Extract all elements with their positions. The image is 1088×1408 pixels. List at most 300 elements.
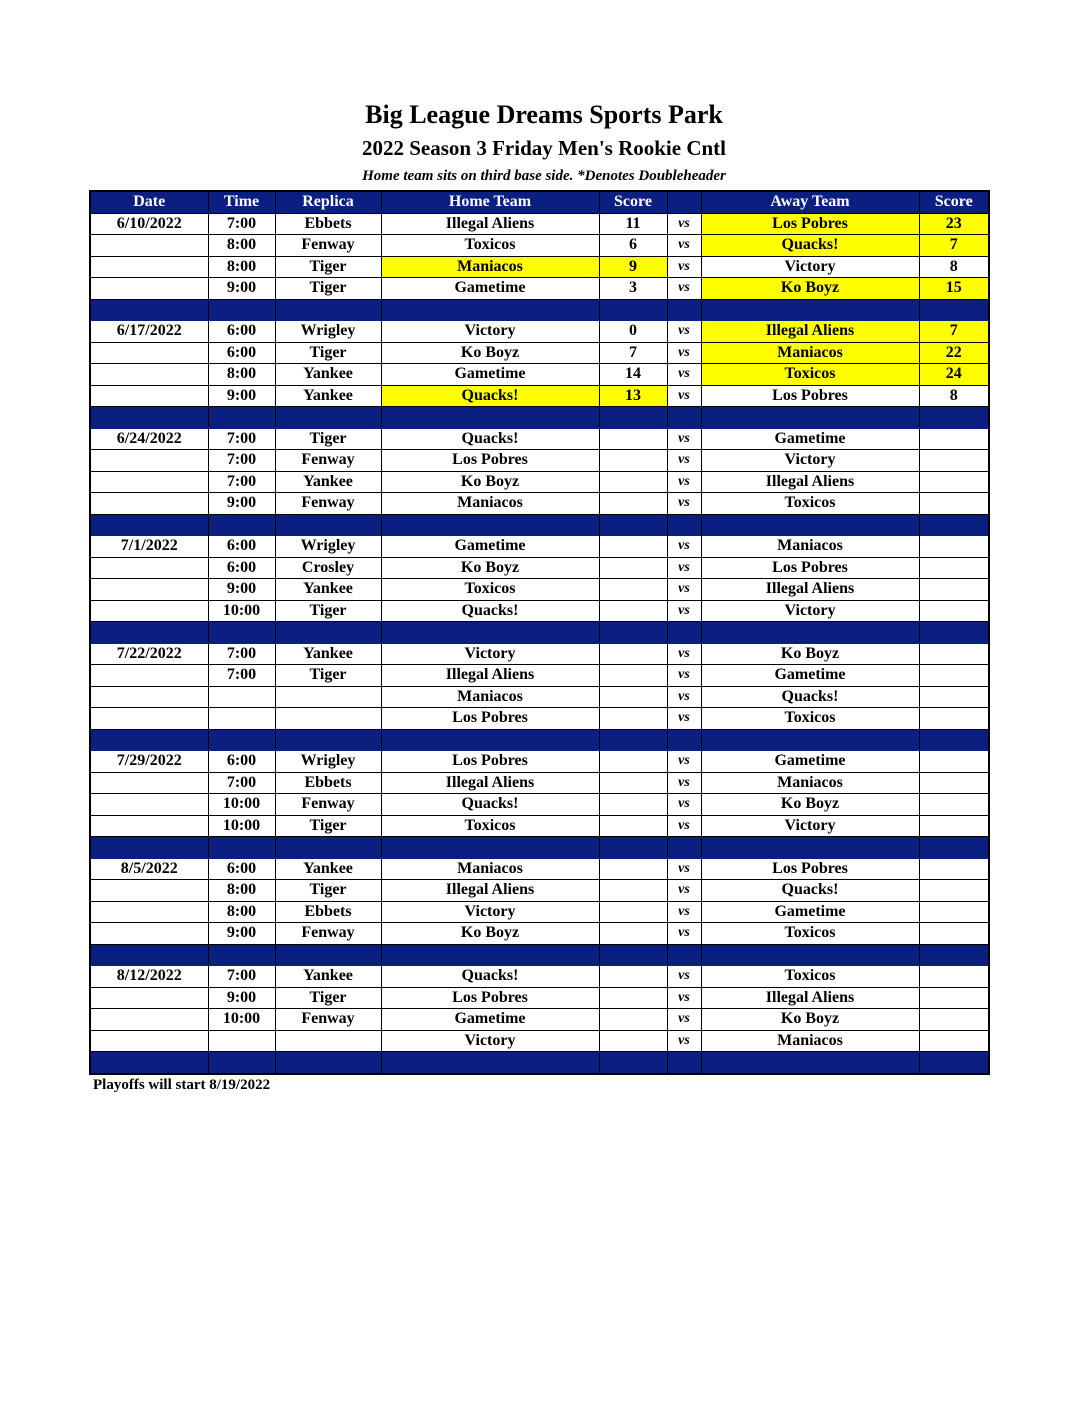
game-time [208,686,275,708]
away-team: Maniacos [701,1030,919,1052]
game-replica: Yankee [275,858,381,880]
separator-cell [667,407,701,429]
separator-cell [90,407,208,429]
game-row [90,600,989,622]
page-title: Big League Dreams Sports Park [365,100,723,129]
game-time: 9:00 [208,385,275,407]
game-row [90,794,989,816]
game-time: 8:00 [208,256,275,278]
game-date: 6/10/2022 [90,213,208,235]
game-time [208,1030,275,1052]
game-replica: Fenway [275,493,381,515]
away-score: 8 [919,256,989,278]
game-row [90,385,989,407]
game-row [90,966,989,988]
week-separator [90,1052,989,1074]
home-score [599,536,667,558]
separator-cell [599,514,667,536]
away-score [919,901,989,923]
game-row [90,858,989,880]
away-score [919,450,989,472]
vs-label: vs [667,1030,701,1052]
game-replica: Fenway [275,1009,381,1031]
game-replica: Yankee [275,966,381,988]
away-score [919,815,989,837]
home-score: 11 [599,213,667,235]
away-team: Gametime [701,901,919,923]
vs-label: vs [667,686,701,708]
separator-cell [90,837,208,859]
game-row [90,708,989,730]
home-team: Victory [381,643,599,665]
home-team: Quacks! [381,794,599,816]
home-team: Los Pobres [381,987,599,1009]
vs-label: vs [667,708,701,730]
game-replica: Crosley [275,557,381,579]
separator-cell [208,729,275,751]
col-header-away-score: Score [919,191,989,213]
separator-cell [381,299,599,321]
game-replica: Tiger [275,256,381,278]
away-score: 23 [919,213,989,235]
col-header-time: Time [208,191,275,213]
game-row [90,450,989,472]
separator-cell [667,1052,701,1074]
game-time: 7:00 [208,428,275,450]
week-separator [90,622,989,644]
away-score: 7 [919,321,989,343]
game-time: 7:00 [208,471,275,493]
away-team: Victory [701,600,919,622]
away-score [919,708,989,730]
home-score [599,686,667,708]
home-team: Gametime [381,278,599,300]
separator-cell [701,729,919,751]
game-replica: Yankee [275,385,381,407]
separator-cell [701,514,919,536]
game-time: 10:00 [208,815,275,837]
separator-cell [90,729,208,751]
away-score [919,686,989,708]
game-row [90,321,989,343]
game-date [90,987,208,1009]
separator-cell [381,407,599,429]
vs-label: vs [667,342,701,364]
away-score [919,1009,989,1031]
home-score [599,557,667,579]
game-row [90,923,989,945]
home-score: 3 [599,278,667,300]
separator-cell [701,837,919,859]
away-score [919,772,989,794]
separator-cell [275,944,381,966]
away-team: Los Pobres [701,213,919,235]
game-date: 7/29/2022 [90,751,208,773]
away-team: Illegal Aliens [701,987,919,1009]
game-time: 7:00 [208,772,275,794]
home-score: 7 [599,342,667,364]
game-date [90,600,208,622]
game-replica [275,686,381,708]
away-score [919,665,989,687]
game-row [90,815,989,837]
game-date [90,901,208,923]
separator-cell [599,407,667,429]
schedule-body [90,213,989,1074]
home-score [599,751,667,773]
away-score [919,428,989,450]
game-date [90,665,208,687]
away-score [919,858,989,880]
away-team: Illegal Aliens [701,321,919,343]
vs-label: vs [667,450,701,472]
game-replica: Tiger [275,880,381,902]
away-team: Ko Boyz [701,1009,919,1031]
separator-cell [275,837,381,859]
separator-cell [701,622,919,644]
game-date [90,708,208,730]
vs-label: vs [667,901,701,923]
separator-cell [701,944,919,966]
away-score [919,471,989,493]
game-replica: Tiger [275,342,381,364]
game-time: 7:00 [208,966,275,988]
game-replica: Yankee [275,579,381,601]
week-separator [90,837,989,859]
game-time: 6:00 [208,751,275,773]
home-team: Ko Boyz [381,923,599,945]
game-replica: Ebbets [275,213,381,235]
away-score: 24 [919,364,989,386]
game-time: 9:00 [208,579,275,601]
vs-label: vs [667,321,701,343]
home-team: Quacks! [381,966,599,988]
game-row [90,493,989,515]
game-time: 6:00 [208,321,275,343]
week-separator [90,944,989,966]
away-team: Toxicos [701,923,919,945]
home-team: Ko Boyz [381,342,599,364]
separator-cell [208,837,275,859]
vs-label: vs [667,557,701,579]
game-row [90,1030,989,1052]
away-score [919,493,989,515]
away-team: Illegal Aliens [701,471,919,493]
away-score [919,880,989,902]
game-row [90,342,989,364]
game-date [90,471,208,493]
game-row [90,256,989,278]
week-separator [90,514,989,536]
home-score [599,987,667,1009]
vs-label: vs [667,278,701,300]
game-time: 8:00 [208,235,275,257]
home-team: Maniacos [381,858,599,880]
col-header-home-score: Score [599,191,667,213]
separator-cell [208,514,275,536]
home-team: Maniacos [381,686,599,708]
game-row [90,665,989,687]
game-date [90,815,208,837]
separator-cell [701,1052,919,1074]
home-team: Toxicos [381,235,599,257]
separator-cell [667,514,701,536]
game-date [90,364,208,386]
game-replica: Wrigley [275,536,381,558]
col-header-home-team: Home Team [381,191,599,213]
vs-label: vs [667,923,701,945]
game-time: 9:00 [208,923,275,945]
separator-cell [90,514,208,536]
home-score [599,428,667,450]
game-time: 8:00 [208,364,275,386]
game-replica: Tiger [275,815,381,837]
separator-cell [919,299,989,321]
game-date [90,450,208,472]
game-date [90,493,208,515]
home-team: Los Pobres [381,751,599,773]
game-replica: Yankee [275,643,381,665]
home-team: Quacks! [381,600,599,622]
game-replica: Fenway [275,794,381,816]
game-row [90,686,989,708]
away-team: Toxicos [701,966,919,988]
separator-cell [90,1052,208,1074]
vs-label: vs [667,1009,701,1031]
schedule-note: Home team sits on third base side. *Denotes Doubleheader [362,168,726,184]
game-date: 6/24/2022 [90,428,208,450]
schedule-table [89,190,990,1075]
away-team: Victory [701,256,919,278]
separator-cell [208,1052,275,1074]
home-score [599,880,667,902]
home-score: 6 [599,235,667,257]
game-replica: Ebbets [275,772,381,794]
game-date [90,579,208,601]
separator-cell [599,729,667,751]
game-replica [275,708,381,730]
vs-label: vs [667,794,701,816]
away-score [919,987,989,1009]
vs-label: vs [667,858,701,880]
page-subtitle: 2022 Season 3 Friday Men's Rookie Cntl [361,136,726,160]
game-date [90,1009,208,1031]
home-score [599,901,667,923]
away-team: Victory [701,450,919,472]
home-score [599,1009,667,1031]
away-score [919,557,989,579]
game-replica: Tiger [275,987,381,1009]
game-row [90,364,989,386]
home-score [599,815,667,837]
home-team: Ko Boyz [381,471,599,493]
home-team: Ko Boyz [381,557,599,579]
game-replica: Tiger [275,428,381,450]
separator-cell [701,407,919,429]
away-score [919,643,989,665]
game-row [90,1009,989,1031]
game-replica: Yankee [275,471,381,493]
vs-label: vs [667,364,701,386]
home-score [599,579,667,601]
away-score [919,600,989,622]
game-row [90,428,989,450]
home-team: Victory [381,321,599,343]
home-team: Quacks! [381,385,599,407]
away-team: Quacks! [701,880,919,902]
home-score [599,966,667,988]
game-time: 8:00 [208,901,275,923]
away-team: Maniacos [701,772,919,794]
vs-label: vs [667,987,701,1009]
home-score: 0 [599,321,667,343]
week-separator [90,407,989,429]
game-time: 6:00 [208,536,275,558]
game-replica: Tiger [275,278,381,300]
game-row [90,772,989,794]
game-time: 9:00 [208,987,275,1009]
game-row [90,278,989,300]
home-score [599,1030,667,1052]
away-score [919,1030,989,1052]
separator-cell [381,944,599,966]
home-team: Illegal Aliens [381,665,599,687]
away-team: Illegal Aliens [701,579,919,601]
separator-cell [381,514,599,536]
home-team: Illegal Aliens [381,213,599,235]
vs-label: vs [667,600,701,622]
game-date: 8/12/2022 [90,966,208,988]
away-score [919,923,989,945]
away-team: Gametime [701,751,919,773]
col-header-vs [667,191,701,213]
game-date [90,880,208,902]
game-row [90,901,989,923]
separator-cell [275,299,381,321]
away-score [919,966,989,988]
away-score: 8 [919,385,989,407]
home-team: Illegal Aliens [381,880,599,902]
away-team: Toxicos [701,708,919,730]
home-team: Los Pobres [381,708,599,730]
week-separator [90,729,989,751]
separator-cell [667,837,701,859]
game-row [90,536,989,558]
separator-cell [667,729,701,751]
home-team: Quacks! [381,428,599,450]
game-date [90,772,208,794]
vs-label: vs [667,493,701,515]
game-row [90,213,989,235]
game-time: 8:00 [208,880,275,902]
game-time: 10:00 [208,794,275,816]
game-replica: Fenway [275,235,381,257]
separator-cell [919,729,989,751]
game-replica: Tiger [275,600,381,622]
vs-label: vs [667,815,701,837]
game-time: 9:00 [208,278,275,300]
game-time: 10:00 [208,600,275,622]
game-row [90,471,989,493]
vs-label: vs [667,536,701,558]
separator-cell [275,729,381,751]
game-time: 6:00 [208,858,275,880]
separator-cell [599,837,667,859]
game-time: 10:00 [208,1009,275,1031]
home-team: Maniacos [381,256,599,278]
game-row [90,880,989,902]
vs-label: vs [667,213,701,235]
separator-cell [90,622,208,644]
vs-label: vs [667,579,701,601]
vs-label: vs [667,256,701,278]
separator-cell [381,729,599,751]
home-score: 14 [599,364,667,386]
col-header-date: Date [90,191,208,213]
vs-label: vs [667,471,701,493]
game-time [208,708,275,730]
separator-cell [208,407,275,429]
home-score [599,600,667,622]
home-score [599,708,667,730]
game-date: 6/17/2022 [90,321,208,343]
game-row [90,987,989,1009]
game-replica: Wrigley [275,321,381,343]
home-score [599,665,667,687]
game-date: 7/22/2022 [90,643,208,665]
game-replica: Yankee [275,364,381,386]
separator-cell [275,514,381,536]
separator-cell [599,944,667,966]
home-team: Maniacos [381,493,599,515]
home-score: 13 [599,385,667,407]
separator-cell [667,944,701,966]
game-replica: Wrigley [275,751,381,773]
game-row [90,557,989,579]
separator-cell [919,944,989,966]
home-score [599,493,667,515]
home-team: Toxicos [381,579,599,601]
separator-cell [701,299,919,321]
away-score: 22 [919,342,989,364]
game-date [90,794,208,816]
separator-cell [599,299,667,321]
away-score [919,536,989,558]
home-team: Illegal Aliens [381,772,599,794]
away-team: Ko Boyz [701,794,919,816]
separator-cell [599,622,667,644]
separator-cell [208,944,275,966]
away-team: Ko Boyz [701,643,919,665]
vs-label: vs [667,772,701,794]
game-time: 7:00 [208,665,275,687]
game-replica: Fenway [275,450,381,472]
away-team: Maniacos [701,536,919,558]
game-date [90,342,208,364]
home-team: Gametime [381,536,599,558]
away-score [919,579,989,601]
separator-cell [208,622,275,644]
home-score [599,643,667,665]
vs-label: vs [667,880,701,902]
away-team: Toxicos [701,364,919,386]
game-time: 7:00 [208,450,275,472]
game-date [90,278,208,300]
separator-cell [667,299,701,321]
game-replica: Ebbets [275,901,381,923]
separator-cell [381,837,599,859]
away-team: Gametime [701,665,919,687]
